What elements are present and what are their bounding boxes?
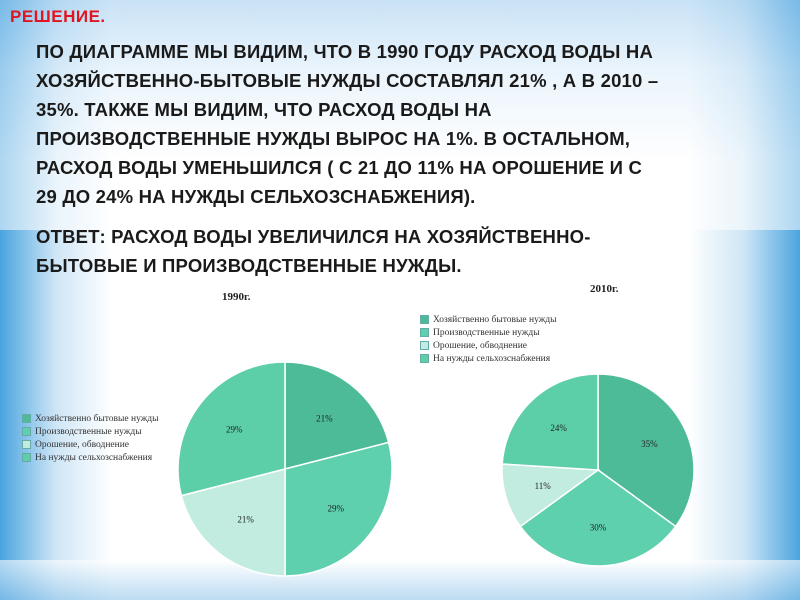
legend-swatch [420, 354, 429, 363]
legend-label: На нужды сельхозснабжения [433, 353, 551, 364]
legend-label: Хозяйственно бытовые нужды [433, 314, 557, 325]
chart-1990-legend [22, 412, 158, 464]
chart-1990-pie [176, 360, 396, 580]
legend-swatch [22, 414, 31, 423]
legend-label: Производственные нужды [35, 426, 142, 437]
chart-1990-title: 1990г. [222, 291, 251, 303]
chart-2010-legend [420, 313, 556, 365]
legend-label: На нужды сельхозснабжения [35, 452, 153, 463]
legend-swatch [420, 315, 429, 324]
chart-2010-pie [500, 372, 700, 572]
pie-slice-label: 21% [316, 413, 333, 424]
legend-item [22, 451, 158, 464]
pie-slice-label: 21% [237, 514, 254, 525]
solution-text: ПО ДИАГРАММЕ МЫ ВИДИМ, ЧТО В 1990 ГОДУ РАСХОД ВОДЫ НА ХОЗЯЙСТВЕННО-БЫТОВЫЕ НУЖДЫ СОСТАВЛЯЛ 21% , А В 2010 – 35%. ТАКЖЕ МЫ ВИДИМ, ЧТО РАСХОД ВОДЫ НА ПРОИЗВОДСТВЕННЫЕ НУЖДЫ ВЫРОС НА 1%. В ОСТАЛЬНОМ, РАСХОД ВОДЫ УМЕНЬШИЛСЯ ( С 21 ДО 11% НА ОРОШЕНИЕ И С 29 ДО 24% НА НУЖДЫ СЕЛЬХОЗСНАБЖЕНИЯ). [36, 41, 659, 207]
chart-2010-title: 2010г. [590, 283, 619, 295]
pie-slice-label: 35% [641, 438, 658, 449]
legend-item [22, 438, 158, 451]
legend-item [420, 339, 556, 352]
legend-label: Хозяйственно бытовые нужды [35, 413, 159, 424]
legend-label: Производственные нужды [433, 327, 540, 338]
solution-heading: РЕШЕНИЕ. [10, 7, 106, 26]
legend-item [420, 313, 556, 326]
legend-swatch [22, 453, 31, 462]
legend-swatch [420, 328, 429, 337]
legend-label: Орошение, обводнение [35, 439, 130, 450]
legend-swatch [22, 440, 31, 449]
pie-slice-label: 29% [327, 503, 344, 514]
answer-text: ОТВЕТ: РАСХОД ВОДЫ УВЕЛИЧИЛСЯ НА ХОЗЯЙСТВЕННО- БЫТОВЫЕ И ПРОИЗВОДСТВЕННЫЕ НУЖДЫ. [36, 226, 591, 276]
legend-item [22, 412, 158, 425]
pie-slice-label: 24% [550, 423, 567, 434]
pie-slice-label: 30% [589, 522, 607, 533]
pie-slice-label: 11% [534, 481, 551, 492]
pie-slice [502, 374, 598, 470]
legend-swatch [420, 341, 429, 350]
legend-label: Орошение, обводнение [433, 340, 528, 351]
pie-slice-label: 29% [226, 424, 243, 435]
legend-swatch [22, 427, 31, 436]
legend-item [420, 326, 556, 339]
legend-item [22, 425, 158, 438]
legend-item [420, 352, 556, 365]
